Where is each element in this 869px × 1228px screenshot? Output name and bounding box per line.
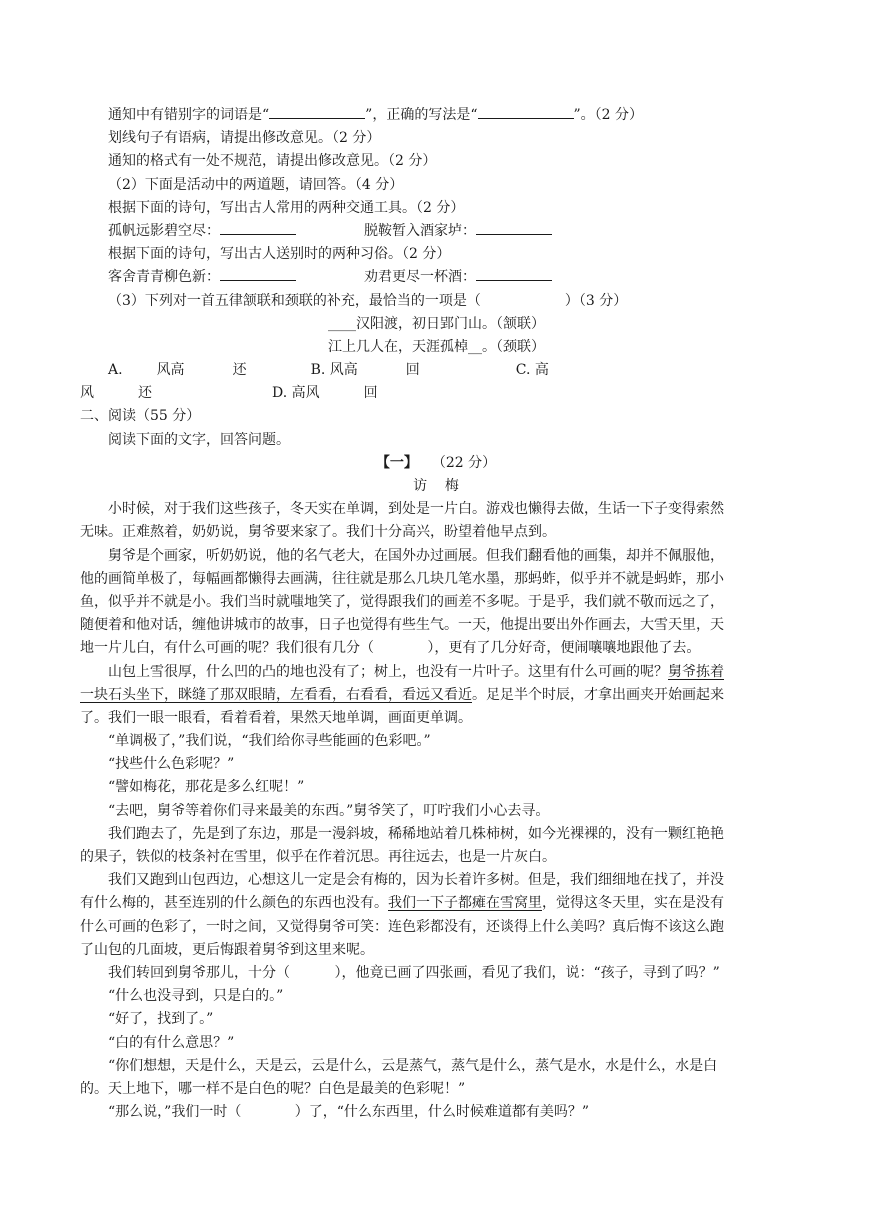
q3-heading: （3）下列对一首五律颔联和颈联的补充，最恰当的一项是（ ）（3 分） bbox=[108, 292, 628, 309]
story-line: 我们跑去了，先是到了东边，那是一漫斜坡，稀稀地站着几株柿树，如今光裸裸的，没有一颗红艳艳 bbox=[108, 825, 724, 842]
story-line: “那么说，”我们一时（ ）了，“什么东西里，什么时候难道都有美吗？” bbox=[108, 1104, 590, 1121]
options-row-1: A. 风高 还 B. 风高 回 C. 高 bbox=[108, 362, 549, 379]
verse-row-2 bbox=[80, 266, 792, 289]
story-line: 了山包的几面坡，更后悔跟着舅爷到这里来呢。 bbox=[80, 941, 374, 958]
story-line: 山包上雪很厚，什么凹的凸的地也没有了；树上，也没有一片叶子。这里有什么可画的呢？舅爷拣着 bbox=[108, 663, 724, 680]
verse-2b: 劝君更尽一杯酒： bbox=[364, 269, 476, 286]
sentence-question: 划线句子有语病，请提出修改意见。（2 分） bbox=[108, 130, 381, 147]
story-line: 的。天上地下，哪一样不是白色的呢？白色是最美的色彩呢！” bbox=[80, 1080, 466, 1097]
story-line: 我们又跑到山包西边，心想这儿一定是会有梅的，因为长着许多树。但是，我们细细地在找了，并没 bbox=[108, 872, 724, 889]
couplet-2: 江上几人在，天涯孤棹__。（颈联） bbox=[328, 338, 545, 355]
answer-blank[interactable] bbox=[476, 266, 552, 281]
story-line: “单调极了，”我们说，“我们给你寻些能画的色彩吧。” bbox=[108, 733, 431, 750]
story-line: 什么可画的色彩了，一时之间，又觉得舅爷可笑：连色彩都没有，还谈得上什么美吗？真后悔不该这么跑 bbox=[80, 918, 724, 935]
underlined-sentence: 我们一下子都瘫在雪窝里 bbox=[388, 895, 542, 912]
underlined-sentence: 舅爷拣着 bbox=[668, 663, 724, 680]
story-line: “好了，找到了。” bbox=[108, 1011, 214, 1028]
story-line: “譬如梅花，那花是多么红呢！” bbox=[108, 779, 305, 796]
story-line: 了。我们一眼一眼看，看着看着，果然天地单调，画面更单调。 bbox=[80, 709, 472, 726]
verse-row-1 bbox=[80, 220, 792, 243]
story-line: “找些什么色彩呢？” bbox=[108, 756, 235, 773]
story-line: “你们想想，天是什么，天是云，云是什么，云是蒸气，蒸气是什么，蒸气是水，水是什么，水是白 bbox=[108, 1057, 718, 1074]
story-line: 鱼，似乎并不就是小。我们当时就嗤地笑了，觉得跟我们的画差不多呢。于是乎，我们就不敬而远之了， bbox=[80, 593, 724, 610]
story-line: 我们转回到舅爷那儿，十分（ ），他竟已画了四张画，看见了我们，说：“孩子，寻到了吗？” bbox=[108, 964, 720, 981]
story-line: 舅爷是个画家，听奶奶说，他的名气老大，在国外办过画展。但我们翻看他的画集，却并不佩服他， bbox=[108, 547, 724, 564]
story-line: 地一片儿白，有什么可画的呢？我们很有几分（ ），更有了几分好奇，便闹嚷嚷地跟他了去。 bbox=[80, 640, 701, 657]
document-page bbox=[80, 104, 792, 1124]
format-question: 通知的格式有一处不规范，请提出修改意见。（2 分） bbox=[108, 153, 437, 170]
section-title: 二、阅读（55 分） bbox=[80, 408, 201, 425]
transport-prompt: 根据下面的诗句，写出古人常用的两种交通工具。（2 分） bbox=[108, 199, 465, 216]
story-line: “去吧，舅爷等着你们寻来最美的东西。”舅爷笑了，叮咛我们小心去寻。 bbox=[108, 802, 550, 819]
reading-instruction: 阅读下面的文字，回答问题。 bbox=[108, 431, 290, 448]
story-line: 的果子，铁似的枝条衬在雪里，似乎在作着沉思。再往远去，也是一片灰白。 bbox=[80, 849, 556, 865]
verse-1b: 脱鞍暂入酒家垆： bbox=[364, 222, 476, 239]
underlined-sentence: 一块石头坐下，眯缝了那双眼睛，左看看，右看看，看远又看近 bbox=[80, 686, 472, 703]
story-line: 无味。正难熬着，奶奶说，舅爷要来家了。我们十分高兴，盼望着他早点到。 bbox=[80, 524, 556, 541]
story-line: “白的有什么意思？” bbox=[108, 1034, 235, 1051]
answer-blank[interactable] bbox=[269, 104, 365, 119]
answer-blank[interactable] bbox=[220, 266, 296, 281]
story-body bbox=[80, 498, 792, 1124]
options-row-2: 风 还 D. 高风 回 bbox=[80, 385, 378, 402]
custom-prompt: 根据下面的诗句，写出古人送别时的两种习俗。（2 分） bbox=[108, 246, 451, 263]
story-title: 访 梅 bbox=[413, 478, 459, 494]
typo-question: 通知中有错别字的词语是“ ”，正确的写法是“ ”。（2 分） bbox=[80, 104, 792, 127]
story-line: 随便着和他对话，缠他讲城市的故事，日子也觉得有些生气。一天，他提出要出外作画去，大雪天里，天 bbox=[80, 617, 724, 634]
story-line: “什么也没寻到，只是白的。” bbox=[108, 988, 284, 1005]
story-line: 小时候，对于我们这些孩子，冬天实在单调，到处是一片白。游戏也懒得去做，生话一下子变得索然 bbox=[108, 501, 724, 518]
story-line: 有什么梅的，甚至连别的什么颜色的东西也没有。我们一下子都瘫在雪窝里，觉得这冬天里，实在是没有 bbox=[80, 895, 724, 912]
verse-2a: 客舍青青柳色新： bbox=[108, 269, 220, 286]
answer-blank[interactable] bbox=[476, 220, 552, 235]
story-line: 他的画简单极了，每幅画都懒得去画满，往往就是那么几块几笔水墨，那蚂蚱，似乎并不就是蚂蚱，那小 bbox=[80, 570, 724, 587]
answer-blank[interactable] bbox=[220, 220, 296, 235]
verse-1a: 孤帆远影碧空尽： bbox=[108, 222, 220, 239]
part-heading: 【一】 （22 分） bbox=[375, 454, 497, 471]
answer-blank[interactable] bbox=[478, 104, 574, 119]
story-line: 一块石头坐下，眯缝了那双眼睛，左看看，右看看，看远又看近。足足半个时辰，才拿出画夹开始画起来 bbox=[80, 686, 724, 703]
q2-heading: （2）下面是活动中的两道题，请回答。（4 分） bbox=[108, 176, 404, 193]
couplet-1: ____汉阳渡，初日郢门山。（颔联） bbox=[328, 315, 545, 332]
